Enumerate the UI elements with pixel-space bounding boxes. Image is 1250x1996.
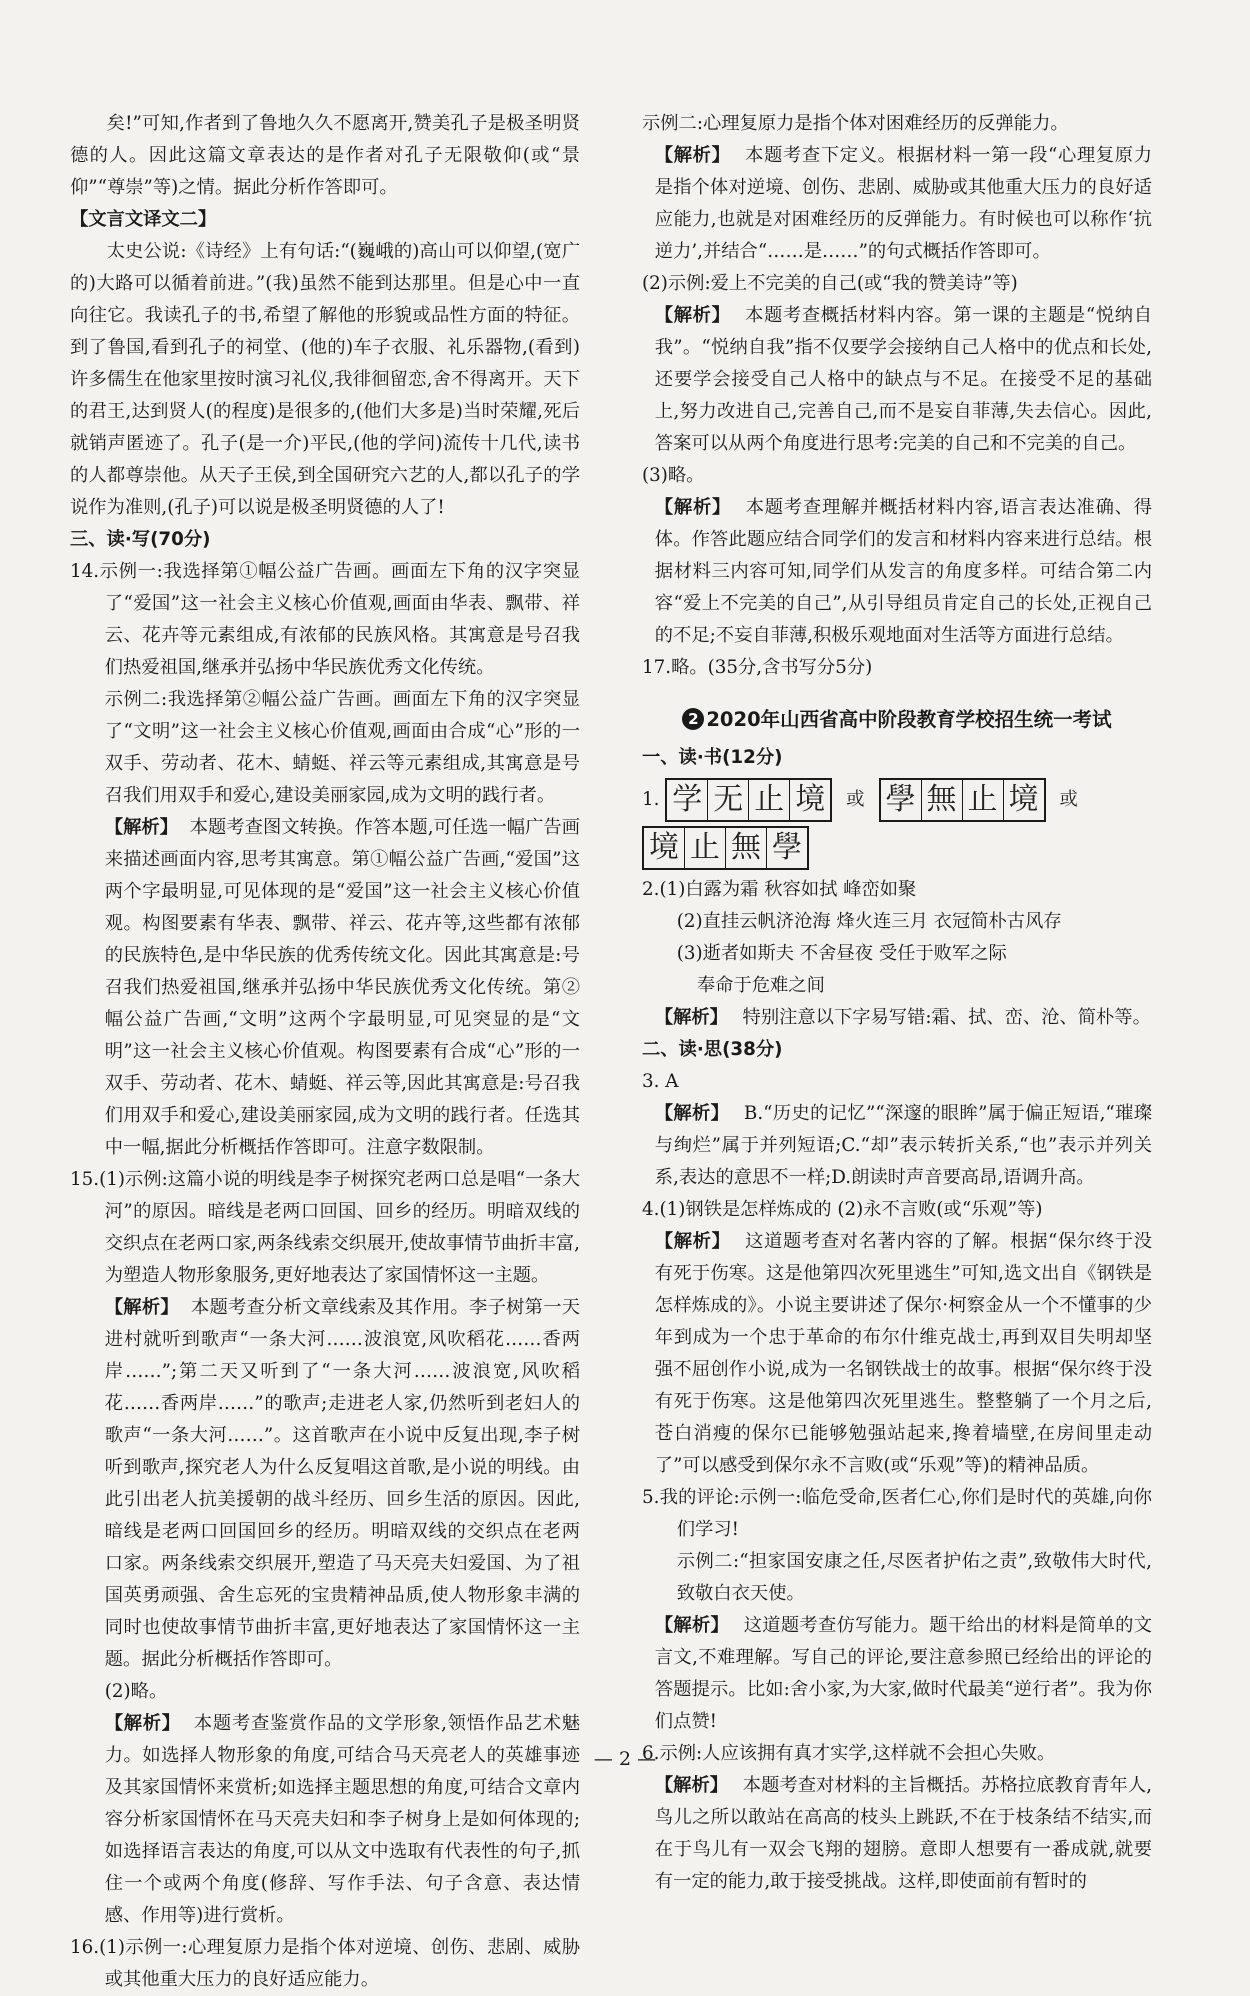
- answer-item: 6.示例:人应该拥有真才实学,这样就不会担心失败。: [642, 1743, 1056, 1764]
- char-box-set-3: 境 止 無 學: [642, 826, 809, 870]
- left-column: [70, 108, 580, 1996]
- char-box-set-2: 學 無 止 境: [879, 778, 1046, 822]
- section-heading: 三、读·写(70分): [70, 529, 211, 550]
- answer-item: 2.(1)白露为霜 秋容如拭 峰峦如聚: [642, 879, 917, 900]
- answer-item: 17.略。(35分,含书写分5分): [642, 657, 873, 678]
- analysis: 【解析】 本题考查分析文章线索及其作用。李子树第一天进村就听到歌声“一条大河……波浪宽,风吹稻花……香两岸……”;第二天又听到了“一条大河……波浪宽,风吹稻花……香两岸……”的歌声;走进老人家,仍然听到老妇人的歌声“一条大河……”。这首歌声在小说中反复出现,李子树听到歌声,探究老人为什么反复唱这首歌,是小说的明线。由此引出老人抗美援朝的战斗经历、回乡生活的原因。因此,暗线是老两口回国回乡的经历。明暗双线的交织点在老两口家。两条线索交织展开,塑造了马天亮夫妇爱国、为了祖国英勇顽强、舍生忘死的宝贵精神品质,使人物形象丰满的同时也使故事情节曲折丰富,更好地表达了家国情怀这一主题。据此分析概括作答即可。: [104, 1297, 581, 1670]
- answer-item: 14.示例一:我选择第①幅公益广告画。画面左下角的汉字突显了“爱国”这一社会主义核心价值观,画面由华表、飘带、祥云、花卉等元素组成,有浓郁的民族风格。其寓意是号召我们热爱祖国,继承并弘扬中华民族优秀文化传统。: [70, 561, 580, 678]
- calligraphy-answer: [642, 778, 1152, 822]
- analysis: 【解析】 这道题考查仿写能力。题干给出的材料是简单的文言文,不难理解。写自己的评论,要注意参照已经给出的评论的答题提示。比如:舍小家,为大家,做时代最美“逆行者”。我为你们点赞!: [654, 1615, 1153, 1732]
- answer-item: 奉命于危难之间: [696, 975, 825, 996]
- item-number: 1.: [642, 789, 660, 810]
- circled-number: 2: [682, 708, 704, 730]
- translation-paragraph: 太史公说:《诗经》上有句话:“(巍峨的)高山可以仰望,(宽广的)大路可以循着前进。”(我)虽然不能到达那里。但是心中一直向往它。我读孔子的书,希望了解他的形貌或品性方面的特征。到了鲁国,看到孔子的祠堂、(他的)车子衣服、礼乐器物,(看到)许多儒生在他家里按时演习礼仪,我徘徊留恋,舍不得离开。天下的君王,达到贤人(的程度)是很多的,(他们大多是)当时荣耀,死后就销声匿迹了。孔子(是一介)平民,(他的学问)流传十几代,读书的人都尊崇他。从天子王侯,到全国研究六艺的人,都以孔子的学说作为准则,(孔子)可以说是极圣明贤德的人了!: [70, 241, 580, 518]
- analysis: 【解析】 本题考查下定义。根据材料一第一段“心理复原力是指个体对逆境、创伤、悲剧、威胁或其他重大压力的良好适应能力,也就是对困难经历的反弹能力。有时候也可以称作‘抗逆力’,并结合“……是……”的句式概括作答即可。: [654, 145, 1152, 262]
- analysis: 【解析】 这道题考查对名著内容的了解。根据“保尔终于没有死于伤寒。这是他第四次死里逃生”可知,选文出自《钢铁是怎样炼成的》。小说主要讲述了保尔·柯察金从一个不懂事的少年到成为一个忠于革命的布尔什维克战士,再到双目失明却坚强不屈创作小说,成为一名钢铁战士的故事。根据“保尔终于没有死于伤寒。这是他第四次死里逃生。整整躺了一个月之后,苍白消瘦的保尔已能够勉强站起来,搀着墙壁,在房间里走动了”可以感受到保尔永不言败(或“乐观”等)的精神品质。: [654, 1231, 1152, 1476]
- analysis: 【解析】 本题考查图文转换。作答本题,可任选一幅广告画来描述画面内容,思考其寓意。第①幅公益广告画,“爱国”这两个字最明显,可见体现的是“爱国”这一社会主义核心价值观。构图要素有华表、飘带、祥云、花卉等,这些都有浓郁的民族特色,是中华民族的优秀传统文化。因此其寓意是:号召我们热爱祖国,继承并弘扬中华民族优秀文化传统。第②幅公益广告画,“文明”这两个字最明显,可见突显的是“文明”这一社会主义核心价值观。构图要素有合成“心”形的一双手、劳动者、花木、蜻蜓、祥云等,因此其寓意是:号召我们用双手和爱心,建设美丽家园,成为文明的践行者。任选其中一幅,据此分析概括作答即可。注意字数限制。: [104, 817, 581, 1158]
- answer-item: 3. A: [642, 1071, 679, 1092]
- answer-item: (2)略。: [104, 1681, 168, 1702]
- analysis: 【解析】 B.“历史的记忆”“深邃的眼眸”属于偏正短语,“璀璨与绚烂”属于并列短语;C.“却”表示转折关系,“也”表示并列关系,表达的意思不一样;D.朗读时声音要高昂,语调升高。: [654, 1103, 1152, 1188]
- or-text: 或: [1059, 789, 1078, 810]
- calligraphy-answer-row-2: [642, 826, 1152, 870]
- exam-title: 2 2020年山西省高中阶段教育学校招生统一考试: [642, 704, 1152, 736]
- right-column: [642, 108, 1152, 1898]
- answer-item: (2)示例:爱上不完美的自己(或“我的赞美诗”等): [642, 273, 1018, 294]
- section-heading: 二、读·思(38分): [642, 1039, 783, 1060]
- analysis: 【解析】 本题考查理解并概括材料内容,语言表达准确、得体。作答此题应结合同学们的发言和材料内容来进行总结。根据材料三内容可知,同学们从发言的角度多样。可结合第二内容“爱上不完美的自己”,从引导组员肯定自己的长处,正视自己的不足;不妄自菲薄,积极乐观地面对生活等方面进行总结。: [654, 497, 1153, 646]
- analysis: 【解析】 特别注意以下字易写错:霜、拭、峦、沧、简朴等。: [654, 1007, 1151, 1028]
- answer-item: 5.我的评论:示例一:临危受命,医者仁心,你们是时代的英雄,向你们学习!: [642, 1487, 1152, 1540]
- answer-item: 16.(1)示例一:心理复原力是指个体对逆境、创伤、悲剧、威胁或其他重大压力的良好适应能力。: [70, 1937, 580, 1990]
- char-box-set-1: 学 无 止 境: [665, 778, 832, 822]
- answer-item: 示例二:“担家国安康之任,尽医者护佑之责”,致敬伟大时代,致敬白衣天使。: [676, 1551, 1152, 1604]
- answer-item: 示例二:心理复原力是指个体对困难经历的反弹能力。: [642, 113, 1069, 134]
- analysis: 【解析】 本题考查概括材料内容。第一课的主题是“悦纳自我”。“悦纳自我”指不仅要学会接纳自己人格中的优点和长处,还要学会接受自己人格中的缺点与不足。在接受不足的基础上,努力改进自己,完善自己,而不是妄自菲薄,失去信心。因此,答案可以从两个角度进行思考:完美的自己和不完美的自己。: [654, 305, 1152, 454]
- answer-item: (3)略。: [642, 465, 705, 486]
- answer-item: 15.(1)示例:这篇小说的明线是李子树探究老两口总是唱“一条大河”的原因。暗线是老两口回国、回乡的经历。明暗双线的交织点在老两口家,两条线索交织展开,使故事情节曲折丰富,为塑造人物形象服务,更好地表达了家国情怀这一主题。: [70, 1169, 580, 1286]
- answer-item: (3)逝者如斯夫 不舍昼夜 受任于败军之际: [676, 943, 1007, 964]
- analysis: 【解析】 本题考查鉴赏作品的文学形象,领悟作品艺术魅力。如选择人物形象的角度,可结合马天亮老人的英雄事迹及其家国情怀来赏析;如选择主题思想的角度,可结合文章内容分析家国情怀在马天亮夫妇和李子树身上是如何体现的;如选择语言表达的角度,可以从文中选取有代表性的句子,抓住一个或两个角度(修辞、写作手法、句子含意、表达情感、作用等)进行赏析。: [104, 1713, 581, 1926]
- page-number: — 2 —: [593, 1748, 657, 1770]
- or-text: 或: [846, 789, 865, 810]
- paragraph: 矣!”可知,作者到了鲁地久久不愿离开,赞美孔子是极圣明贤德的人。因此这篇文章表达的是作者对孔子无限敬仰(或“景仰”“尊崇”等)之情。据此分析作答即可。: [70, 113, 580, 198]
- answer-item: 4.(1)钢铁是怎样炼成的 (2)永不言败(或“乐观”等): [642, 1199, 1043, 1220]
- section-heading: 【文言文译文二】: [70, 209, 217, 230]
- answer-item: 示例二:我选择第②幅公益广告画。画面左下角的汉字突显了“文明”这一社会主义核心价值观,画面由合成“心”形的一双手、劳动者、花木、蜻蜓、祥云等元素组成,其寓意是号召我们用双手和爱心,建设美丽家园,成为文明的践行者。: [104, 689, 580, 806]
- section-heading: 一、读·书(12分): [642, 747, 783, 768]
- answer-item: (2)直挂云帆济沧海 烽火连三月 衣冠简朴古风存: [676, 911, 1062, 932]
- analysis: 【解析】 本题考查对材料的主旨概括。苏格拉底教育青年人,鸟儿之所以敢站在高高的枝头上跳跃,不在于枝条结不结实,而在于鸟儿有一双会飞翔的翅膀。意即人想要有一番成就,就要有一定的能力,敢于接受挑战。这样,即使面前有暂时的: [654, 1775, 1153, 1892]
